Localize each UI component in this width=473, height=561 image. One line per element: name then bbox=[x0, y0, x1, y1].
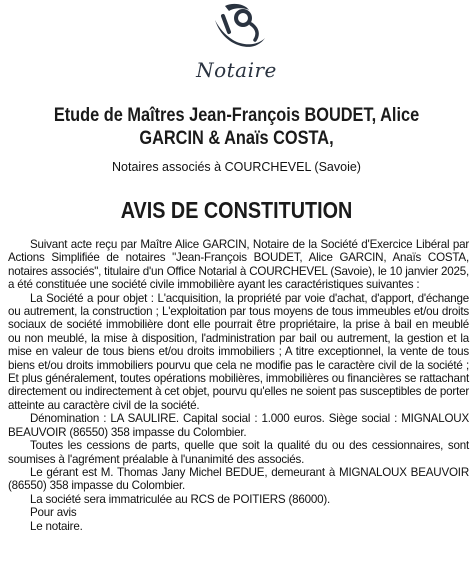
notaries-location: Notaires associés à COURCHEVEL (Savoie) bbox=[112, 160, 361, 174]
paragraph-purpose: La Société a pour objet : L'acquisition, la propriété par voie d'achat, d'apport, d'échange ou autrement, la construction ; L'exploitation par tous moyens de tous immeubles et/ou droits sociaux de société immobilière dont elle pourrait être propriétaire, la prise à bail en meublé ou non meublé, la mise à disposition, l'administration par bail ou autrement, la gestion et la mise en valeur de tous biens et/ou droits immobiliers ; A titre exceptionnel, la vente de tous biens et/ou droits immobiliers pourvu que cela ne modifie pas le caractère civil de la société ; Et plus généralement, toutes opérations mobilières, immobilières ou financières se rattachant directement ou indirectement à cet objet, pourvu qu'elles ne soient pas susceptibles de porter atteinte au caractère civil de la société. bbox=[8, 291, 469, 412]
notaire-wordmark: Notaire bbox=[196, 58, 277, 82]
closing-signature: Le notaire. bbox=[30, 519, 83, 533]
paragraph-transfers: Toutes les cessions de parts, quelle que soit la qualité du ou des cessionnaires, sont soumises à l'agrément préalable à l'unanimité des associés. bbox=[8, 439, 469, 466]
paragraph-registration: La société sera immatriculée au RCS de POITIERS (86000). bbox=[30, 492, 331, 506]
paragraph-deed: Suivant acte reçu par Maître Alice GARCIN, Notaire de la Société d'Exercice Libéral par Actions Simplifiée de notaires "Jean-François BOUDET, Alice GARCIN, Anaïs COSTA, notaires associés", titulaire d'un Office Notarial à COURCHEVEL (Savoie), le 10 janvier 2025, a été constituée une société civile immobilière ayant les caractéristiques suivantes : bbox=[8, 238, 469, 292]
closing-pour-avis: Pour avis bbox=[30, 506, 77, 520]
notice-title: AVIS DE CONSTITUTION bbox=[120, 197, 353, 223]
notaire-emblem-icon bbox=[205, 2, 269, 58]
paragraph-denomination: Dénomination : LA SAULIRE. Capital social : 1.000 euros. Siège social : MIGNALOUX BEAUVOIR (86550) 358 impasse du Colombier. bbox=[8, 412, 469, 439]
firm-name: Etude de Maîtres Jean-François BOUDET, Alice GARCIN & Anaïs COSTA, bbox=[53, 105, 420, 149]
notice-body bbox=[8, 238, 469, 533]
paragraph-manager: Le gérant est M. Thomas Jany Michel BEDUE, demeurant à MIGNALOUX BEAUVOIR (86550) 358 impasse du Colombier. bbox=[8, 465, 469, 493]
notaire-logo bbox=[0, 2, 473, 84]
